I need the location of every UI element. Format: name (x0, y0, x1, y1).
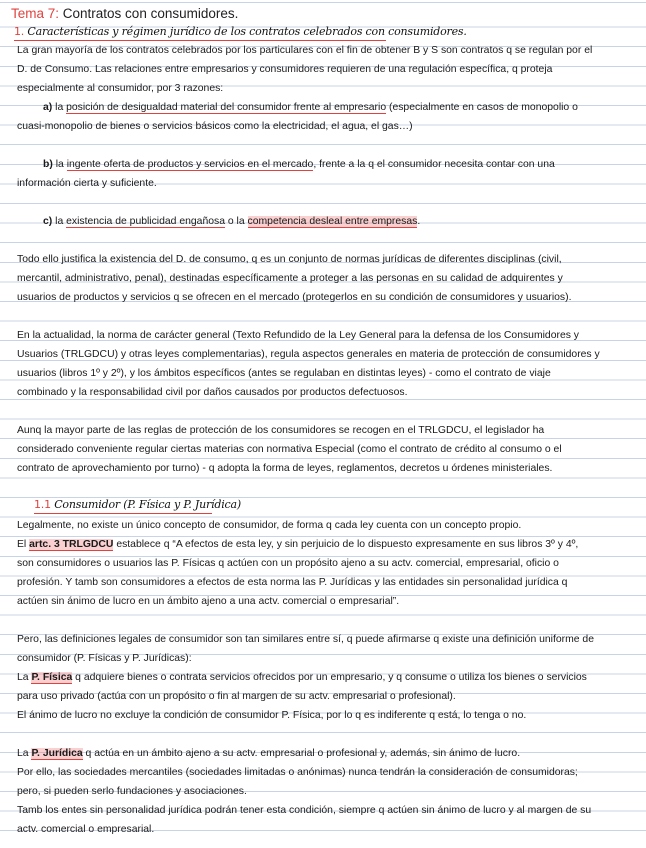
art3-bold: artc. 3 TRLGDCU (29, 539, 114, 550)
section-1-1-number: 1.1 (34, 498, 51, 511)
paragraph-line: usuarios de productos y servicios q se ofrecen en el mercado (protegerlos en su condición de consumidores y usuarios). (17, 292, 572, 303)
paragraph-line: pero, si pueden serlo fundaciones y asociaciones. (17, 786, 247, 797)
paragraph-line: considerado conveniente regular ciertas materias con normativa Especial (como el contrato de crédito al consumo o el (17, 444, 562, 455)
paragraph-line: Pero, las definiciones legales de consumidor son tan similares entre sí, q puede afirmarse q existe una definición uniforme de (17, 634, 594, 645)
pjuridica-bold: P. Jurídica (31, 748, 83, 759)
section-1-1-heading (34, 498, 241, 512)
art3-line (17, 539, 632, 551)
reason-b-post: , frente a la q el consumidor necesita contar con una (313, 159, 555, 170)
section-1-1-underline (34, 513, 212, 514)
paragraph-line: actúen sin ánimo de lucro en un ámbito ajeno a una actv. comercial o empresarial”. (17, 596, 400, 607)
section-1-number: 1. (14, 25, 25, 38)
reason-a-post: (especialmente en casos de monopolio o (386, 102, 578, 113)
paragraph-line: Tamb los entes sin personalidad jurídica podrán tener esta condición, siempre q actúen sin ánimo de lucro y al margen de su (17, 805, 592, 816)
reason-a (17, 102, 646, 114)
section-1-underline (14, 40, 386, 41)
reason-a-highlight: posición de desigualdad material del consumidor frente al empresario (66, 102, 387, 113)
paragraph-line: D. de Consumo. Las relaciones entre empresarios y consumidores requieren de una regulación específica, q proteja (17, 64, 553, 75)
page-title (11, 6, 238, 21)
paragraph-line: son consumidores o usuarios las P. Físicas q actúen con un propósito ajeno a su actv. comercial, empresarial, oficio o (17, 558, 559, 569)
paragraph-line: La gran mayoría de los contratos celebrados por los particulares con el fin de obtener B y S son contratos q se regulan por el (17, 45, 593, 56)
section-1-heading (14, 25, 467, 39)
paragraph-line: Todo ello justifica la existencia del D. de consumo, q es un conjunto de normas jurídicas de diferentes disciplinas (civil, (17, 254, 562, 265)
paragraph-line: Aunq la mayor parte de las reglas de protección de los consumidores se recogen en el TRLGDCU, el legislador ha (17, 425, 545, 436)
reason-b (17, 159, 646, 171)
reason-b-label: b) (43, 159, 53, 170)
pjuridica-post: q actúa en un ámbito ajeno a su actv. empresarial o profesional y, además, sin ánimo de lucro. (82, 748, 521, 759)
reason-b-highlight: ingente oferta de productos y servicios en el mercado (66, 159, 314, 170)
paragraph-line: contrato de aprovechamiento por turno) - q adopta la forma de leyes, reglamentos, decretos u órdenes ministeriales. (17, 463, 553, 474)
paragraph-line: Legalmente, no existe un único concepto de consumidor, de forma q cada ley cuenta con un concepto propio. (17, 520, 522, 531)
reason-c-mid: o la (225, 216, 248, 227)
paragraph-line: mercantil, administrativo, penal), destinadas específicamente a proteger a las personas en su calidad de adquirentes y (17, 273, 563, 284)
pjuridica-pre: La (17, 748, 32, 759)
section-1-text: Características y régimen jurídico de los contratos celebrados con consumidores. (27, 25, 467, 38)
pfisica-bold: P. Física (31, 672, 73, 683)
paragraph-line: En la actualidad, la norma de carácter general (Texto Refundido de la Ley General para la defensa de los Consumidores y (17, 330, 580, 341)
paragraph-line: Por ello, las sociedades mercantiles (sociedades limitadas o anónimas) nunca tendrán la consideración de consumidoras; (17, 767, 578, 778)
reason-c-label: c) (43, 216, 53, 227)
paragraph-line: El ánimo de lucro no excluye la condición de consumidor P. Física, por lo q es indiferente q está, lo tenga o no. (17, 710, 527, 721)
paragraph-line: consumidor (P. Físicas y P. Jurídicas): (17, 653, 192, 664)
paragraph-line: combinado y la responsabilidad civil por daños causados por productos defectuosos. (17, 387, 408, 398)
paragraph-line: información cierta y suficiente. (17, 178, 157, 189)
reason-c-highlight-2: competencia desleal entre empresas (247, 216, 418, 227)
pjuridica-line (17, 748, 632, 760)
art3-post: establece q “A efectos de esta ley, y sin perjuicio de lo dispuesto expresamente en sus libros 3º y 4º, (113, 539, 579, 550)
pfisica-post: q adquiere bienes o contrata servicios ofrecidos por un empresario, y q consume o utiliza los bienes o servicios (72, 672, 587, 683)
paragraph-line: profesión. Y tamb son consumidores a efectos de esta norma las P. Jurídicas y las entidades sin personalidad jurídica q (17, 577, 568, 588)
paragraph-line: cuasi-monopolio de bienes o servicios básicos como la electricidad, el agua, el gas…) (17, 121, 413, 132)
reason-b-pre: la (52, 159, 67, 170)
pfisica-pre: La (17, 672, 32, 683)
title-text: Contratos con consumidores. (59, 6, 239, 21)
title-number: Tema 7: (11, 6, 60, 21)
paragraph-line: usuarios (libros 1º y 2º), y los ámbitos específicos (antes se regulaban en distintas leyes) - como el contrato de viaje (17, 368, 551, 379)
paragraph-line: especialmente al consumidor, por 3 razones: (17, 83, 224, 94)
reason-a-pre: la (52, 102, 67, 113)
paragraph-line: actv. comercial o empresarial. (17, 824, 155, 835)
paragraph-line: Usuarios (TRLGDCU) y otras leyes complementarias), regula aspectos generales en materia de protección de consumidores y (17, 349, 600, 360)
section-1-1-text: Consumidor (P. Física y P. Jurídica) (54, 498, 241, 511)
art3-pre: El (17, 539, 30, 550)
reason-c (17, 216, 646, 228)
reason-c-post: . (417, 216, 421, 227)
reason-c-highlight-1: existencia de publicidad engañosa (66, 216, 225, 227)
reason-c-pre: la (52, 216, 67, 227)
pfisica-line (17, 672, 632, 684)
reason-a-label: a) (43, 102, 53, 113)
paragraph-line: para uso privado (actúa con un propósito o fin al margen de su actv. empresarial o profesional). (17, 691, 456, 702)
